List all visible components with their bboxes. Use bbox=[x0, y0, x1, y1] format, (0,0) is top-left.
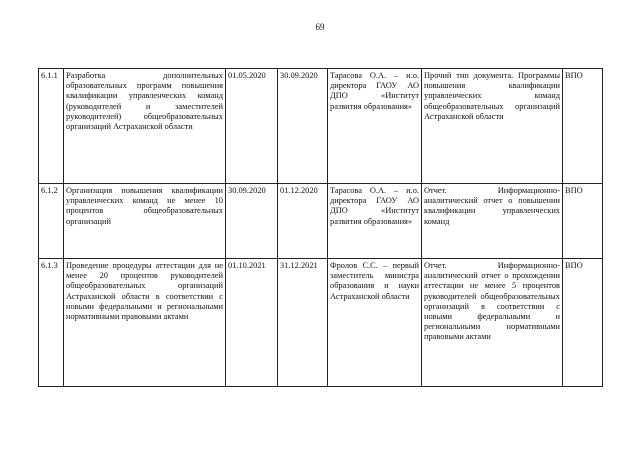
activity-description: Организация повышения квалификации управленческих команд не менее 10 процентов общеобразовательных организаций bbox=[64, 184, 226, 259]
row-number: 6.1.2 bbox=[39, 184, 64, 259]
start-date: 30.09.2020 bbox=[226, 184, 278, 259]
level-code: ВПО bbox=[563, 184, 603, 259]
table-row bbox=[39, 259, 603, 387]
end-date: 31.12.2021 bbox=[278, 259, 328, 387]
activity-description: Разработка дополнительных образовательных программ повышения квалификации управленческих команд (руководителей и заместителей руководителей) общеобразовательных организаций Астраханской области bbox=[64, 69, 226, 184]
activity-description: Проведение процедуры аттестации для не менее 20 процентов руководителей общеобразовательных организаций Астраханской области в соответствии с новыми федеральными и региональными нормативными правовыми актами bbox=[64, 259, 226, 387]
result-description: Прочий тип документа. Программы повышения квалификации управленческих команд общеобразовательных организаций Астраханской области bbox=[422, 69, 563, 184]
table-row bbox=[39, 69, 603, 184]
table-row bbox=[39, 184, 603, 259]
result-description: Отчет. Информационно-аналитический отчет о прохождении аттестации не менее 5 процентов руководителей общеобразовательных организаций в соответствии с новыми федеральными и региональными нормативными правовыми актами bbox=[422, 259, 563, 387]
end-date: 01.12.2020 bbox=[278, 184, 328, 259]
responsible-person: Тарасова О.А. – и.о. директора ГАОУ АО ДПО «Институт развития образования» bbox=[328, 184, 422, 259]
row-number: 6.1.1 bbox=[39, 69, 64, 184]
level-code: ВПО bbox=[563, 259, 603, 387]
plan-table bbox=[38, 68, 603, 387]
end-date: 30.09.2020 bbox=[278, 69, 328, 184]
start-date: 01.05.2020 bbox=[226, 69, 278, 184]
level-code: ВПО bbox=[563, 69, 603, 184]
responsible-person: Фролов С.С. – первый заместитель министра образования и науки Астраханской области bbox=[328, 259, 422, 387]
start-date: 01.10.2021 bbox=[226, 259, 278, 387]
row-number: 6.1.3 bbox=[39, 259, 64, 387]
page-number: 69 bbox=[315, 22, 325, 32]
result-description: Отчет. Информационно-аналитический отчет о повышении квалификации управленческих команд bbox=[422, 184, 563, 259]
responsible-person: Тарасова О.А. – и.о. директора ГАОУ АО ДПО «Институт развития образования» bbox=[328, 69, 422, 184]
